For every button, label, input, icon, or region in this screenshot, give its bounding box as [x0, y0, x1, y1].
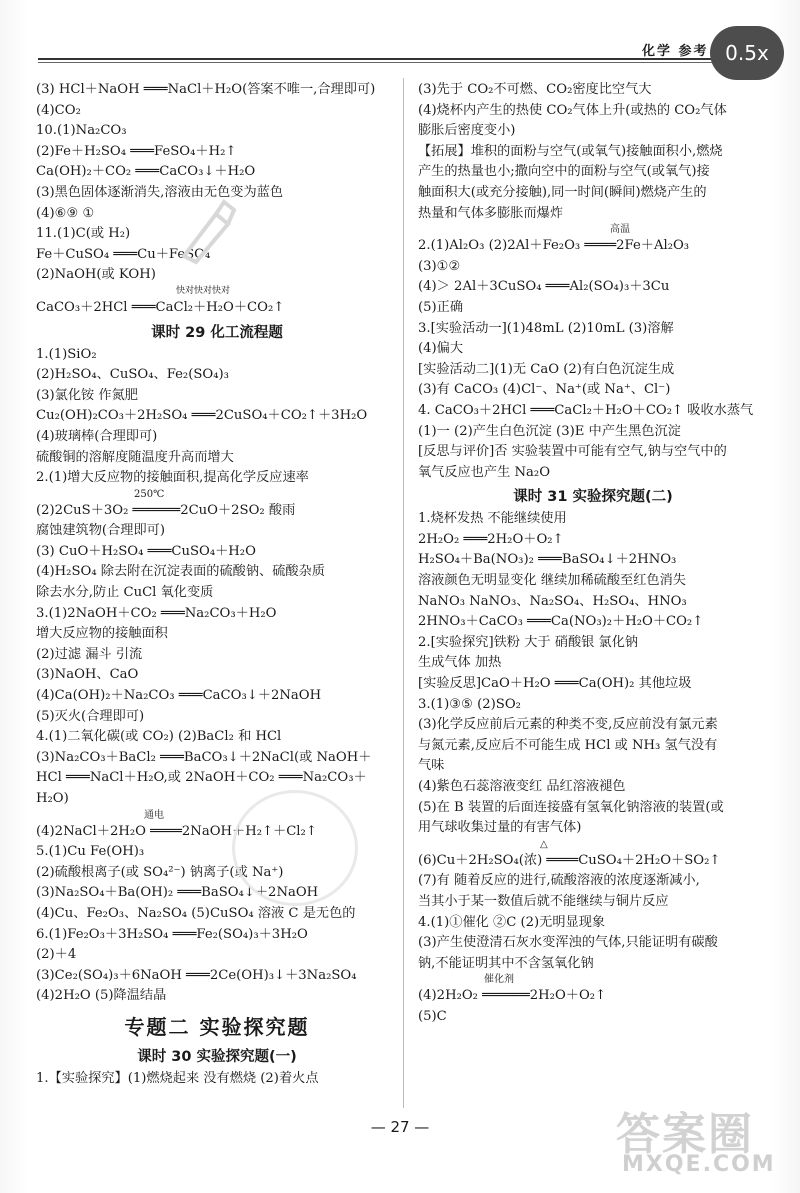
answer-line: 2.(1)Al₂O₃ (2)2Al＋Fe₂O₃ ════2Fe＋Al₂O₃ — [418, 238, 690, 254]
answer-line: 3.[实验活动一](1)48mL (2)10mL (3)溶解 — [418, 320, 674, 336]
answer-line: (3)有 CaCO₃ (4)Cl⁻、Na⁺(或 Na⁺、Cl⁻) — [418, 382, 671, 398]
answer-line: (4)烧杯内产生的热使 CO₂气体上升(或热的 CO₂气体 — [418, 102, 727, 118]
answer-line: Fe＋CuSO₄ ═══Cu＋FeSO₄ — [36, 246, 211, 262]
watermark-url: MXQE.COM — [622, 1152, 776, 1177]
brush-watermark-icon — [176, 196, 236, 266]
faint-stamp-icon — [232, 790, 358, 906]
section-heading: 课时 31 实验探究题(二) — [513, 489, 673, 506]
answer-line: (2)硫酸根离子(或 SO₄²⁻) 钠离子(或 Na⁺) — [36, 864, 284, 880]
answer-line: 增大反应物的接触面积 — [36, 626, 168, 642]
answer-line: 腐蚀建筑物(合理即可) — [36, 523, 165, 539]
annotation-text: 250℃ — [134, 488, 165, 500]
answer-line: Ca(OH)₂＋CO₂ ═══CaCO₃↓＋H₂O — [36, 164, 256, 180]
answer-line: (2)过滤 漏斗 引流 — [36, 646, 143, 662]
answer-line: (4)2NaCl＋2H₂O ════2NaOH＋H₂↑＋Cl₂↑ — [36, 823, 317, 839]
answer-line: 触面积大(或充分接触),同一时间(瞬间)燃烧产生的 — [418, 184, 707, 200]
answer-line: 4.(1)①催化 ②C (2)无明显现象 — [418, 914, 606, 930]
running-header: 化学 参考 — [642, 44, 709, 59]
answer-line: 热量和气体多膨胀而爆炸 — [418, 205, 564, 221]
answer-line: [反思与评价]否 实验装置中可能有空气,钠与空气中的 — [418, 444, 727, 460]
answer-line: 3.(1)③⑤ (2)SO₂ — [418, 696, 521, 712]
answer-line: NaNO₃ NaNO₃、Na₂SO₄、H₂SO₄、HNO₃ — [418, 593, 687, 609]
answer-line: (7)有 随着反应的进行,硫酸溶液的浓度逐渐减小, — [418, 873, 700, 889]
answer-line: H₂O) — [36, 791, 69, 806]
answer-line: 除去水分,防止 CuCl 氧化变质 — [36, 585, 214, 601]
answer-line: (3)①② — [418, 258, 461, 274]
answer-line: (4)＞ 2Al＋3CuSO₄ ═══Al₂(SO₄)₃＋3Cu — [418, 279, 670, 295]
answer-line: 6.(1)Fe₂O₃＋3H₂SO₄ ═══Fe₂(SO₄)₃＋3H₂O — [36, 926, 308, 942]
annotation-text: 快对快对快对 — [176, 285, 231, 296]
answer-line: (4)紫色石蕊溶液变红 品红溶液褪色 — [418, 779, 626, 794]
answer-line: (2)Fe＋H₂SO₄ ═══FeSO₄＋H₂↑ — [36, 143, 237, 159]
answer-line: 10.(1)Na₂CO₃ — [36, 123, 127, 139]
answer-line: 【拓展】堆积的面粉与空气(或氧气)接触面积小,燃烧 — [418, 143, 723, 159]
answer-line: (4)2H₂O₂ ══════2H₂O＋O₂↑ — [418, 988, 607, 1004]
watermark-logo: 答案圈 — [616, 1109, 754, 1160]
answer-line: 硫酸铜的溶解度随温度升高而增大 — [36, 449, 234, 465]
answer-line: (4)⑥⑨ ① — [36, 205, 95, 221]
answer-line: 膨胀后密度变小) — [418, 123, 516, 139]
answer-line: (3)产生使澄清石灰水变浑浊的气体,只能证明有碳酸 — [418, 935, 718, 951]
answer-line: (6)Cu＋2H₂SO₄(浓) ════CuSO₄＋2H₂O＋SO₂↑ — [418, 852, 721, 868]
annotation-text: 催化剂 — [484, 974, 514, 986]
answer-line: (2)NaOH(或 KOH) — [36, 267, 156, 283]
answer-line: (3)化学反应前后元素的种类不变,反应前没有氯元素 — [418, 717, 718, 733]
answer-line: 产生的热量也小;撒向空中的面粉与空气(或氧气)接 — [418, 164, 710, 180]
answer-line: (5)在 B 装置的后面连接盛有氢氧化钠溶液的装置(或 — [418, 799, 724, 815]
answer-line: 2.[实验探究]铁粉 大于 硝酸银 氯化钠 — [418, 634, 639, 650]
annotation-text: △ — [540, 838, 548, 850]
answer-line: CaCO₃＋2HCl ═══CaCl₂＋H₂O＋CO₂↑ — [36, 299, 285, 315]
answer-line: 11.(1)C(或 H₂) — [36, 226, 131, 242]
answer-line: (3) CuO＋H₂SO₄ ═══CuSO₄＋H₂O — [36, 543, 256, 559]
answer-line: (4)Cu、Fe₂O₃、Na₂SO₄ (5)CuSO₄ 溶液 C 是无色的 — [36, 905, 356, 921]
answer-line: 与氮元素,反应后不可能生成 HCl 或 NH₃ 氢气没有 — [418, 737, 718, 753]
answer-line: (4)偏大 — [418, 341, 464, 357]
answer-line: (5)C — [418, 1008, 447, 1024]
answer-line: (3)NaOH、CaO — [36, 667, 139, 683]
answer-line: (4)H₂SO₄ 除去附在沉淀表面的硫酸钠、硫酸杂质 — [36, 564, 325, 580]
page-number: — 27 — — [370, 1118, 430, 1136]
answer-line: (5)灭火(合理即可) — [36, 708, 145, 724]
answer-line: (3)Na₂CO₃＋BaCl₂ ═══BaCO₃↓＋2NaCl(或 NaOH＋ — [36, 749, 372, 765]
answer-line: 1.【实验探究】(1)燃烧起来 没有燃烧 (2)着火点 — [36, 1070, 319, 1086]
answer-line: [实验反思]CaO＋H₂O ═══Ca(OH)₂ 其他垃圾 — [418, 676, 692, 692]
answer-line: (3)先于 CO₂不可燃、CO₂密度比空气大 — [418, 82, 652, 97]
answer-line: (3)黑色固体逐渐消失,溶液由无色变为蓝色 — [36, 184, 284, 200]
answer-line: 2.(1)增大反应物的接触面积,提高化学反应速率 — [36, 470, 309, 486]
answer-line: HCl ═══NaCl＋H₂O,或 2NaOH＋CO₂ ═══Na₂CO₃＋ — [36, 770, 367, 786]
answer-line: (5)正确 — [418, 299, 464, 315]
answer-line: (3)Na₂SO₄＋Ba(OH)₂ ═══BaSO₄↓＋2NaOH — [36, 885, 319, 901]
answer-line: (4)Ca(OH)₂＋Na₂CO₃ ═══CaCO₃↓＋2NaOH — [36, 688, 322, 704]
answer-line: (4)2H₂O (5)降温结晶 — [36, 988, 167, 1004]
answer-line: (3)Ce₂(SO₄)₃＋6NaOH ═══2Ce(OH)₃↓＋3Na₂SO₄ — [36, 967, 357, 983]
answer-line: (2)2CuS＋3O₂ ══════2CuO＋2SO₂ 酸雨 — [36, 502, 296, 518]
annotation-text: 高温 — [610, 224, 630, 236]
answer-line: 用气球收集过量的有害气体) — [418, 820, 582, 836]
answer-line: 1.烧杯发热 不能继续使用 — [418, 511, 567, 527]
answer-line: 2H₂O₂ ═══2H₂O＋O₂↑ — [418, 531, 564, 547]
playback-speed-button[interactable]: 0.5x — [710, 26, 784, 80]
answer-line: (2)＋4 — [36, 947, 77, 963]
answer-line: 2HNO₃＋CaCO₃ ═══Ca(NO₃)₂＋H₂O＋CO₂↑ — [418, 614, 704, 630]
answer-line: 生成气体 加热 — [418, 655, 502, 671]
answer-line: 气味 — [418, 758, 445, 774]
answer-line: [实验活动二](1)无 CaO (2)有白色沉淀生成 — [418, 361, 675, 377]
section-heading: 课时 29 化工流程题 — [151, 324, 283, 341]
answer-line: (2)H₂SO₄、CuSO₄、Fe₂(SO₄)₃ — [36, 367, 229, 383]
column-divider — [403, 78, 404, 1108]
answer-line: (3) HCl＋NaOH ═══NaCl＋H₂O(答案不唯一,合理即可) — [36, 82, 376, 97]
answer-line: (4)玻璃棒(合理即可) — [36, 428, 158, 444]
answer-line: H₂SO₄＋Ba(NO₃)₂ ═══BaSO₄↓＋2HNO₃ — [418, 552, 677, 568]
section-heading: 课时 30 实验探究题(一) — [137, 1048, 297, 1065]
answer-line: 4.(1)二氧化碳(或 CO₂) (2)BaCl₂ 和 HCl — [36, 729, 282, 745]
answer-line: 氧气反应也产生 Na₂O — [418, 464, 551, 480]
answer-line: 4. CaCO₃＋2HCl ═══CaCl₂＋H₂O＋CO₂↑ 吸收水蒸气 — [418, 402, 754, 418]
answer-line: Cu₂(OH)₂CO₃＋2H₂SO₄ ═══2CuSO₄＋CO₂↑＋3H₂O — [36, 408, 368, 424]
annotation-text: 通电 — [144, 809, 164, 821]
answer-line: 1.(1)SiO₂ — [36, 346, 97, 362]
answer-line: (4)CO₂ — [36, 102, 81, 118]
answer-line: 钠,不能证明其中不含氢氧化钠 — [418, 955, 594, 971]
answer-line: 5.(1)Cu Fe(OH)₃ — [36, 844, 145, 860]
section-heading: 专题二 实验探究题 — [124, 1014, 310, 1039]
answer-line: 溶液颜色无明显变化 继续加稀硫酸至红色消失 — [418, 573, 686, 589]
answer-line: 当其小于某一数值后就不能继续与铜片反应 — [418, 893, 669, 909]
right-column — [418, 80, 768, 1028]
answer-line: (3)氯化铵 作氮肥 — [36, 387, 138, 403]
answer-line: (1)一 (2)产生白色沉淀 (3)E 中产生黑色沉淀 — [418, 423, 681, 439]
answer-line: 3.(1)2NaOH＋CO₂ ═══Na₂CO₃＋H₂O — [36, 605, 277, 621]
header-rule-thin — [38, 62, 768, 63]
